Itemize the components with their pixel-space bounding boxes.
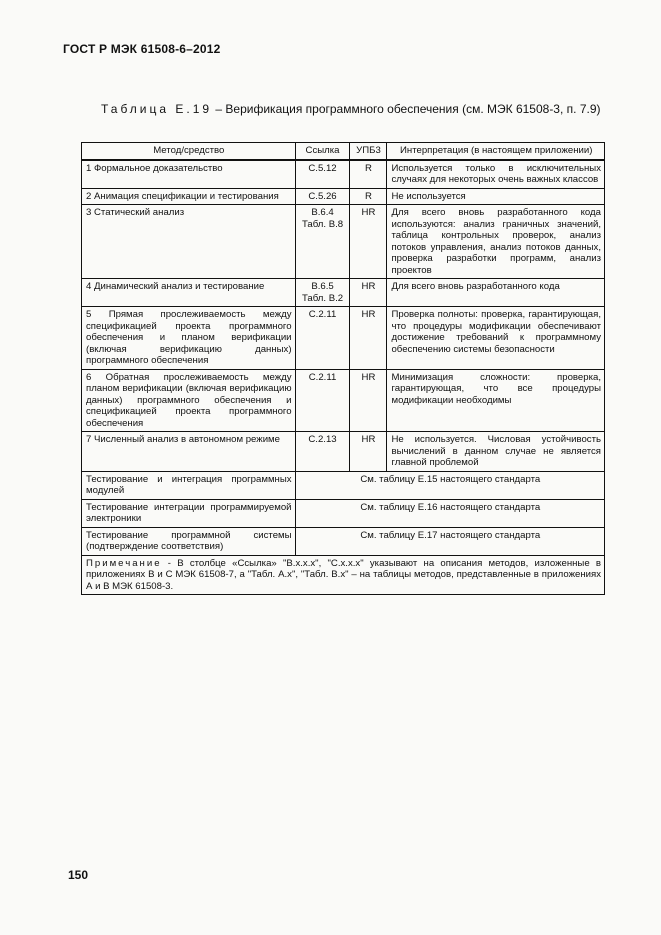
cell-method: 6 Обратная прослеживаемость между планом верификации (включая верификацию данных) программного обеспечения и спецификацией проекта программного обеспечения [82, 369, 296, 432]
cell-interpretation: Не используется [387, 188, 605, 205]
cell-upbz: HR [349, 369, 387, 432]
note-label: Примечание [86, 557, 162, 569]
cell-ref: В.6.5 Табл. В.2 [295, 279, 349, 307]
table-note [82, 555, 605, 595]
cell-method: Тестирование интеграции программируемой электроники [82, 499, 296, 527]
cell-interpretation: Не используется. Числовая устойчивость вычислений в данном случае не является главной проблемой [387, 432, 605, 472]
cell-upbz: HR [349, 279, 387, 307]
cell-reference-text: См. таблицу Е.17 настоящего стандарта [295, 527, 604, 555]
cell-interpretation: Для всего вновь разработанного кода используются: анализ граничных значений, таблица контрольных проверок, анализ потоков управления, анализ потоков данных, проверка разработки программ, анализ проектов [387, 205, 605, 279]
table-span-row [82, 527, 605, 555]
cell-method: 7 Численный анализ в автономном режиме [82, 432, 296, 472]
cell-method: 1 Формальное доказательство [82, 160, 296, 189]
cell-reference-text: См. таблицу Е.15 настоящего стандарта [295, 471, 604, 499]
cell-method: Тестирование и интеграция программных модулей [82, 471, 296, 499]
table-row [82, 205, 605, 279]
cell-ref: С.2.13 [295, 432, 349, 472]
page-number: 150 [68, 868, 89, 882]
cell-method: Тестирование программной системы (подтверждение соответствия) [82, 527, 296, 555]
header-ref: Ссылка [295, 143, 349, 160]
cell-interpretation: Минимизация сложности: проверка, гарантирующая, что все процедуры модификации необходимы [387, 369, 605, 432]
table-span-row [82, 471, 605, 499]
cell-interpretation: Для всего вновь разработанного кода [387, 279, 605, 307]
table-note-row [82, 555, 605, 595]
cell-ref: С.5.26 [295, 188, 349, 205]
cell-ref: В.6.4 Табл. В.8 [295, 205, 349, 279]
cell-interpretation: Используется только в исключительных случаях для некоторых очень важных классов [387, 160, 605, 189]
verification-table [81, 142, 605, 595]
table-span-row [82, 499, 605, 527]
header-method: Метод/средство [82, 143, 296, 160]
cell-ref: С.2.11 [295, 307, 349, 370]
cell-reference-text: См. таблицу Е.16 настоящего стандарта [295, 499, 604, 527]
cell-upbz: R [349, 188, 387, 205]
cell-ref: С.5.12 [295, 160, 349, 189]
cell-method: 4 Динамический анализ и тестирование [82, 279, 296, 307]
cell-method: 2 Анимация спецификации и тестирования [82, 188, 296, 205]
header-upbz: УПБ3 [349, 143, 387, 160]
caption-text: – Верификация программного обеспечения (см. МЭК 61508-3, п. 7.9) [212, 102, 601, 116]
header-interpretation: Интерпретация (в настоящем приложении) [387, 143, 605, 160]
document-header: ГОСТ Р МЭК 61508-6–2012 [63, 42, 221, 56]
cell-method: 3 Статический анализ [82, 205, 296, 279]
table-row [82, 307, 605, 370]
table-row [82, 369, 605, 432]
table-row [82, 160, 605, 189]
cell-upbz: R [349, 160, 387, 189]
table-row [82, 279, 605, 307]
table-caption [63, 98, 611, 120]
caption-label: Таблица Е.19 [101, 102, 213, 116]
cell-upbz: HR [349, 307, 387, 370]
cell-method: 5 Прямая прослеживаемость между спецификацией проекта программного обеспечения и планом верификации (включая верификацию данных) программного обеспечения [82, 307, 296, 370]
cell-ref: С.2.11 [295, 369, 349, 432]
cell-interpretation: Проверка полноты: проверка, гарантирующая, что процедуры модификации обеспечивают достижение требований к программному обеспечению системы безопасности [387, 307, 605, 370]
table-row [82, 432, 605, 472]
cell-upbz: HR [349, 205, 387, 279]
note-text: - В столбце «Ссылка» "В.х.х.х", "С.х.х.х" указывают на описания методов, изложенные в приложениях В и С МЭК 61508-7, а "Табл. А.х", "Табл. В.х" – на таблицы методов, представленные в приложениях А и В МЭК 61508-3. [86, 557, 601, 592]
table-header-row [82, 143, 605, 160]
table-row [82, 188, 605, 205]
cell-upbz: HR [349, 432, 387, 472]
